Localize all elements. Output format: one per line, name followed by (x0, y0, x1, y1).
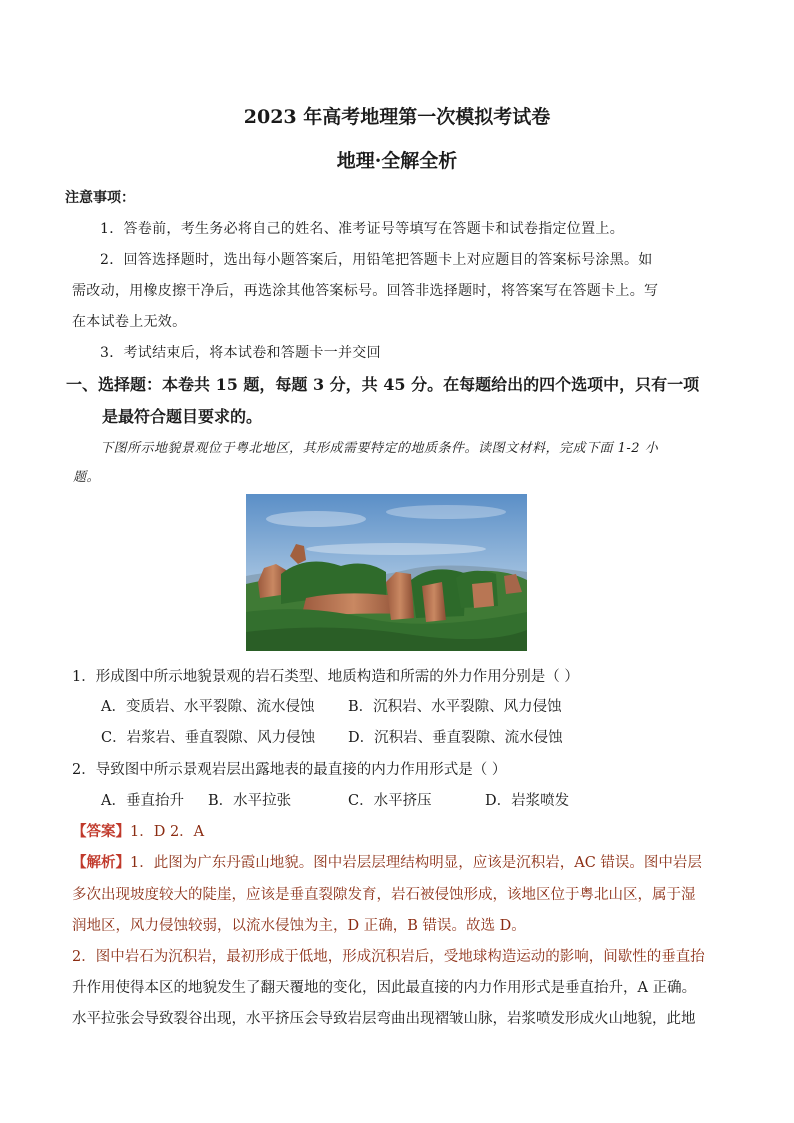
analysis-line-1 (72, 851, 702, 872)
question-2-option-c: C．水平挤压 (348, 793, 432, 809)
notes-item-2-line-3: 在本试卷上无效。 (72, 314, 187, 330)
question-1-option-b: B．沉积岩、水平裂隙、风力侵蚀 (348, 699, 562, 715)
section-1-heading: 一、选择题：本卷共 15 题，每题 3 分，共 45 分。在每题给出的四个选项中，只有一项 (66, 375, 700, 394)
notes-item-1: 1．答卷前，考生务必将自己的姓名、准考证号等填写在答题卡和试卷指定位置上。 (100, 221, 625, 237)
answer-label: 【答案】 (72, 823, 130, 840)
question-2-option-a: A．垂直抬升 (101, 793, 184, 809)
question-1-option-c: C．岩浆岩、垂直裂隙、风力侵蚀 (101, 730, 316, 746)
analysis-line-3: 润地区，风力侵蚀较弱，以流水侵蚀为主，D 正确，B 错误。故选 D。 (72, 918, 526, 934)
analysis-label: 【解析】 (72, 854, 130, 871)
question-2-stem: 2．导致图中所示景观岩层出露地表的最直接的内力作用形式是（ ） (72, 762, 507, 778)
analysis-line-2: 多次出现坡度较大的陡崖，应该是垂直裂隙发育，岩石被侵蚀形成，该地区位于粤北山区，属于湿 (72, 887, 696, 903)
notes-item-2-line-1: 2．回答选择题时，选出每小题答案后，用铅笔把答题卡上对应题目的答案标号涂黑。如 (100, 252, 653, 268)
page-title: 2023 年高考地理第一次模拟考试卷 (243, 106, 551, 128)
analysis-line-4: 2．图中岩石为沉积岩，最初形成于低地，形成沉积岩后，受地球构造运动的影响，间歇性的垂直抬 (72, 949, 705, 965)
page-subtitle: 地理·全解全析 (336, 150, 458, 172)
question-2-option-d: D．岩浆喷发 (485, 793, 570, 809)
material-intro-line-1: 下图所示地貌景观位于粤北地区，其形成需要特定的地质条件。读图文材料，完成下面 1-2 小 (100, 441, 659, 456)
danxia-landscape-photo (246, 494, 527, 651)
question-1-option-d: D．沉积岩、垂直裂隙、流水侵蚀 (348, 730, 563, 746)
material-intro-line-2: 题。 (73, 470, 101, 485)
analysis-line-5: 升作用使得本区的地貌发生了翻天覆地的变化，因此最直接的内力作用形式是垂直抬升，A 正确。 (72, 980, 697, 996)
answer-text: 1．D 2．A (130, 824, 205, 840)
notes-heading: 注意事项： (65, 190, 135, 206)
section-1-heading-cont: 是最符合题目要求的。 (102, 407, 263, 426)
notes-item-2-line-2: 需改动，用橡皮擦干净后，再选涂其他答案标号。回答非选择题时，将答案写在答题卡上。写 (72, 283, 659, 299)
answer-row (72, 820, 204, 841)
question-2-option-b: B．水平拉张 (208, 793, 292, 809)
notes-item-3: 3．考试结束后，将本试卷和答题卡一并交回 (100, 345, 381, 361)
question-1-option-a: A．变质岩、水平裂隙、流水侵蚀 (101, 699, 315, 715)
analysis-text-1: 1．此图为广东丹霞山地貌。图中岩层层理结构明显，应该是沉积岩，AC 错误。图中岩层 (130, 855, 702, 871)
question-1-stem: 1．形成图中所示地貌景观的岩石类型、地质构造和所需的外力作用分别是（ ） (72, 669, 579, 685)
analysis-line-6: 水平拉张会导致裂谷出现，水平挤压会导致岩层弯曲出现褶皱山脉，岩浆喷发形成火山地貌，此地 (72, 1011, 696, 1027)
